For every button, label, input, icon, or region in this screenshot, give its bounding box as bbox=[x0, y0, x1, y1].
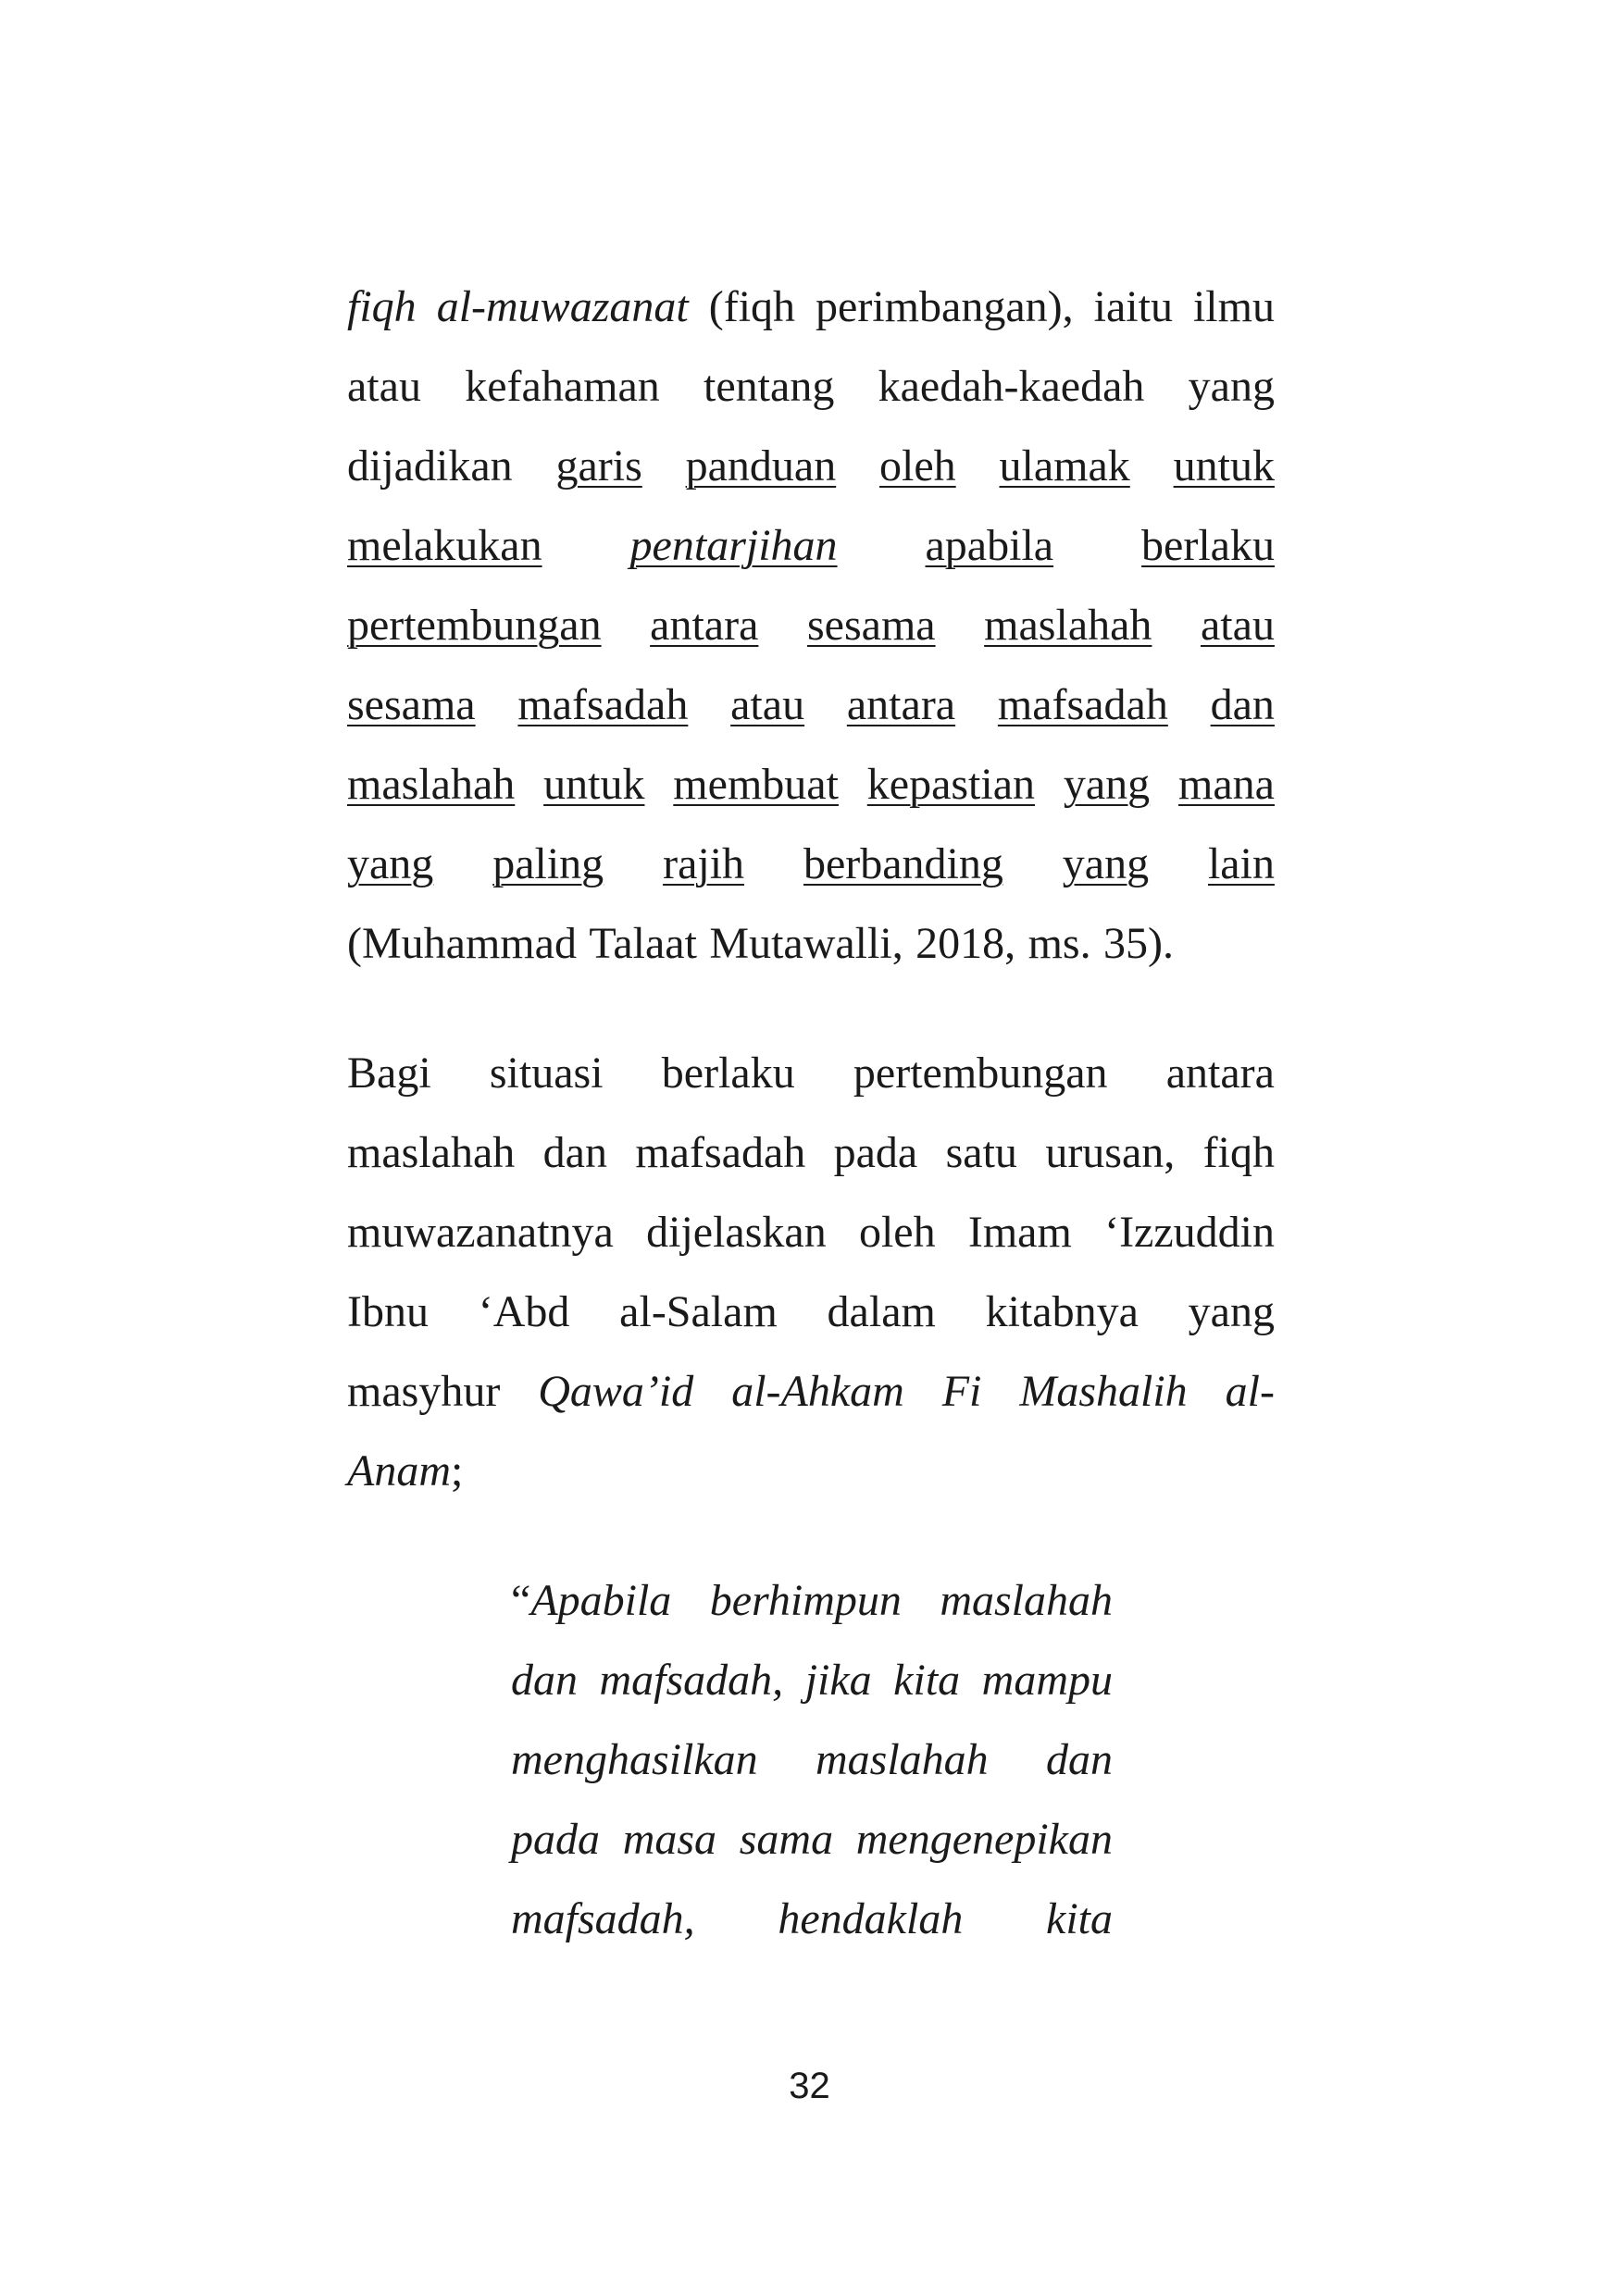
word: mafsadah bbox=[997, 680, 1168, 729]
paragraph1-line bbox=[347, 677, 1275, 733]
word: kefahaman bbox=[465, 362, 660, 411]
word: berhimpun bbox=[709, 1576, 902, 1625]
word: maslahah bbox=[815, 1735, 989, 1784]
word: al-Salam bbox=[619, 1287, 778, 1336]
word: oleh bbox=[858, 1208, 936, 1257]
word: pada bbox=[511, 1815, 600, 1864]
word: dan bbox=[1210, 680, 1275, 729]
word: yang bbox=[1188, 1287, 1275, 1336]
word: maslahah bbox=[347, 760, 516, 809]
word: dan bbox=[542, 1128, 607, 1177]
word: kita bbox=[893, 1656, 961, 1705]
paragraph1-line bbox=[347, 757, 1275, 813]
word: ms. bbox=[1027, 919, 1091, 968]
word: perimbangan), bbox=[816, 282, 1074, 331]
word: membuat bbox=[673, 760, 839, 809]
word: garis bbox=[555, 441, 642, 490]
word: atau bbox=[347, 362, 421, 411]
word: untuk bbox=[543, 760, 645, 809]
paragraph1-line bbox=[347, 359, 1275, 415]
paragraph2-line bbox=[347, 1205, 1275, 1260]
word: antara bbox=[650, 601, 759, 650]
word: tentang bbox=[704, 362, 835, 411]
word: 35). bbox=[1103, 919, 1174, 968]
word: berlaku bbox=[661, 1049, 795, 1098]
word: dalam bbox=[827, 1287, 936, 1336]
word: (fiqh bbox=[708, 282, 796, 331]
word: melakukan bbox=[347, 521, 542, 570]
word: lain bbox=[1207, 839, 1275, 888]
word: “Apabila bbox=[511, 1576, 672, 1625]
word: (Muhammad bbox=[347, 919, 577, 968]
word: al- bbox=[1225, 1367, 1275, 1416]
word: yang bbox=[347, 839, 434, 888]
word: dijadikan bbox=[347, 441, 513, 490]
word: maslahah bbox=[347, 1128, 516, 1177]
word: untuk bbox=[1173, 441, 1275, 490]
word: antara bbox=[846, 680, 956, 729]
word: Talaat bbox=[589, 919, 697, 968]
word: iaitu bbox=[1093, 282, 1173, 331]
word: al-Ahkam bbox=[731, 1367, 904, 1416]
word: hendaklah bbox=[778, 1894, 964, 1943]
word: mengenepikan bbox=[855, 1815, 1113, 1864]
paragraph1-line bbox=[347, 518, 1275, 574]
word: sesama bbox=[806, 601, 936, 650]
word: fiqh bbox=[1202, 1128, 1275, 1177]
word: yang bbox=[1062, 839, 1150, 888]
word: menghasilkan bbox=[511, 1735, 758, 1784]
word: ilmu bbox=[1192, 282, 1275, 331]
paragraph2-line bbox=[347, 1125, 1275, 1181]
word: Ibnu bbox=[347, 1287, 429, 1336]
quote-line bbox=[511, 1732, 1113, 1788]
word: fiqh bbox=[347, 282, 417, 331]
paragraph2-line bbox=[347, 1285, 1275, 1340]
word: al-muwazanat bbox=[436, 282, 689, 331]
word: Fi bbox=[941, 1367, 982, 1416]
paragraph1-line bbox=[347, 837, 1275, 892]
word: paling bbox=[492, 839, 604, 888]
word: mafsadah, bbox=[599, 1656, 784, 1705]
word: Mutawalli, bbox=[709, 919, 903, 968]
word: kepastian bbox=[866, 760, 1036, 809]
word: yang bbox=[1188, 362, 1275, 411]
quote-line bbox=[511, 1812, 1113, 1868]
word: oleh bbox=[879, 441, 956, 490]
word: mampu bbox=[981, 1656, 1113, 1705]
word: pertembungan bbox=[347, 601, 602, 650]
word: kaedah-kaedah bbox=[878, 362, 1145, 411]
word: atau bbox=[730, 680, 805, 729]
word: mana bbox=[1178, 760, 1275, 809]
word: pertembungan bbox=[853, 1049, 1108, 1098]
paragraph2-line bbox=[347, 1444, 1275, 1499]
word: mafsadah bbox=[635, 1128, 806, 1177]
page-number: 32 bbox=[789, 2066, 830, 2106]
word: mafsadah, bbox=[511, 1894, 695, 1943]
word: Mashalih bbox=[1019, 1367, 1188, 1416]
word: sesama bbox=[347, 680, 476, 729]
quote-line bbox=[511, 1653, 1113, 1708]
paragraph1-line bbox=[347, 598, 1275, 653]
word: Imam bbox=[967, 1208, 1072, 1257]
word: berlaku bbox=[1141, 521, 1275, 570]
word: Qawa’id bbox=[538, 1367, 694, 1416]
word: jika bbox=[804, 1656, 872, 1705]
word: berbanding bbox=[803, 839, 1003, 888]
word: kita bbox=[1046, 1894, 1113, 1943]
word: ‘Abd bbox=[478, 1287, 570, 1336]
word: situasi bbox=[489, 1049, 604, 1098]
paragraph1-line bbox=[347, 916, 1275, 972]
word: ulamak bbox=[999, 441, 1130, 490]
quote-line bbox=[511, 1892, 1113, 1947]
word: apabila bbox=[925, 521, 1054, 570]
word: sama bbox=[739, 1815, 834, 1864]
word: kitabnya bbox=[985, 1287, 1139, 1336]
word: Bagi bbox=[347, 1049, 431, 1098]
word: ‘Izzuddin bbox=[1104, 1208, 1275, 1257]
paragraph2-line bbox=[347, 1364, 1275, 1420]
word: yang bbox=[1063, 760, 1151, 809]
word: dijelaskan bbox=[646, 1208, 827, 1257]
word: pentarjihan bbox=[629, 521, 838, 570]
word: dan bbox=[1046, 1735, 1113, 1784]
paragraph1-line bbox=[347, 279, 1275, 335]
word: atau bbox=[1201, 601, 1275, 650]
word: masyhur bbox=[347, 1367, 501, 1416]
paragraph2-line bbox=[347, 1046, 1275, 1101]
word: maslahah bbox=[984, 601, 1152, 650]
word: dan bbox=[511, 1656, 578, 1705]
word: panduan bbox=[685, 441, 837, 490]
word: urusan, bbox=[1045, 1128, 1176, 1177]
word: masa bbox=[622, 1815, 717, 1864]
paragraph1-line bbox=[347, 439, 1275, 494]
word: muwazanatnya bbox=[347, 1208, 614, 1257]
word: maslahah bbox=[940, 1576, 1113, 1625]
word: antara bbox=[1165, 1049, 1275, 1098]
word: Anam; bbox=[347, 1446, 464, 1496]
word: pada bbox=[833, 1128, 918, 1177]
word: 2018, bbox=[915, 919, 1016, 968]
word: satu bbox=[945, 1128, 1017, 1177]
word: rajih bbox=[663, 839, 745, 888]
word: mafsadah bbox=[517, 680, 689, 729]
quote-line bbox=[511, 1573, 1113, 1629]
